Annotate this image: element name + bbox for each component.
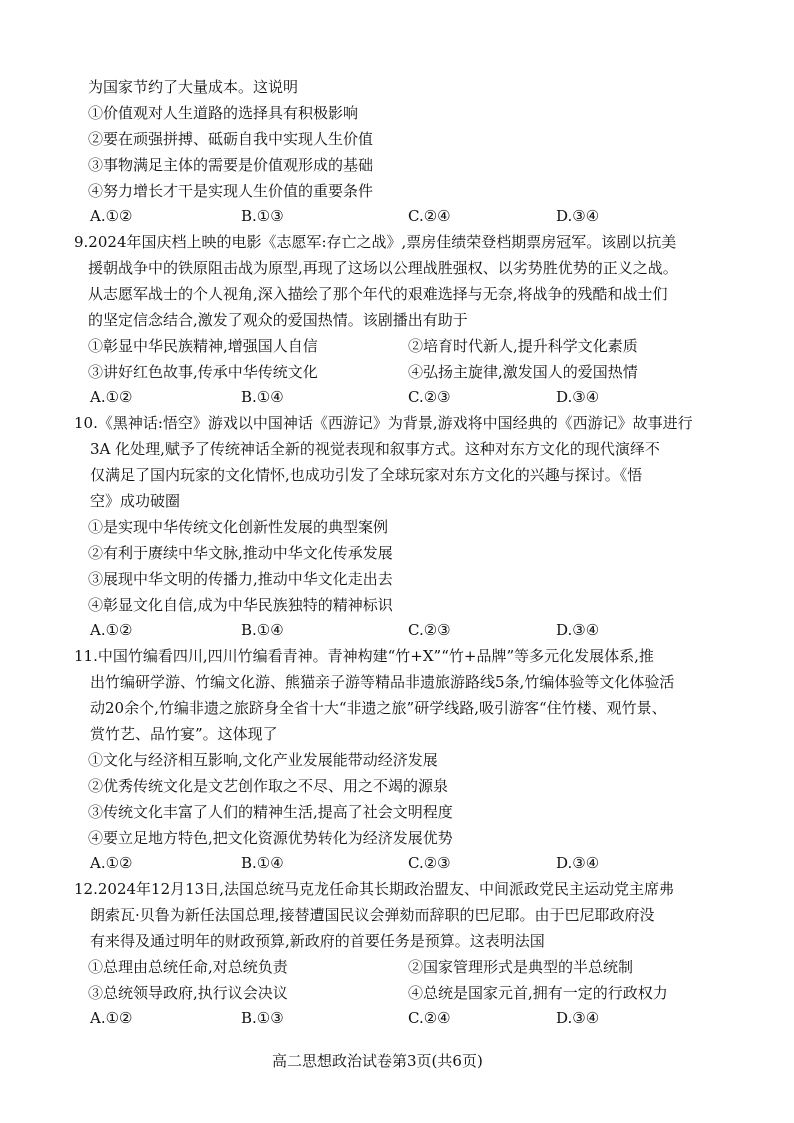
q9-option-d: D.③④ [556, 388, 600, 406]
q12-option-d: D.③④ [556, 1009, 600, 1027]
q8-option-c: C.②④ [408, 207, 451, 225]
q9-stem-line-3: 从志愿军战士的个人视角,深入描绘了那个年代的艰难选择与无奈,将战争的残酷和战士们 [88, 285, 668, 303]
q12-option-c: C.②④ [408, 1009, 451, 1027]
q11-option-a: A.①② [90, 854, 133, 872]
q10-option-c: C.②③ [408, 621, 451, 639]
q11-statement-4: ④要立足地方特色,把文化资源优势转化为经济发展优势 [88, 829, 453, 847]
q11-stem-line-3: 动20余个,竹编非遗之旅跻身全省十大“非遗之旅”研学线路,吸引游客“住竹楼、观竹景、 [90, 699, 667, 717]
q8-statement-2: ②要在顽强拼搏、砥砺自我中实现人生价值 [88, 130, 374, 148]
q10-stem-line-1: 10.《黑神话:悟空》游戏以中国神话《西游记》为背景,游戏将中国经典的《西游记》故事进行 [74, 414, 693, 432]
q11-statement-3: ③传统文化丰富了人们的精神生活,提高了社会文明程度 [88, 803, 453, 821]
q11-stem-line-2: 出竹编研学游、竹编文化游、熊猫亲子游等精品非遗旅游路线5条,竹编体验等文化体验活 [90, 673, 675, 691]
q8-option-a: A.①② [90, 207, 133, 225]
q11-stem-line-1: 11.中国竹编看四川,四川竹编看青神。青神构建“竹+X”“竹+品牌”等多元化发展体系,推 [74, 647, 654, 665]
q12-option-a: A.①② [90, 1009, 133, 1027]
q10-statement-1: ①是实现中华传统文化创新性发展的典型案例 [88, 518, 389, 536]
q11-statement-1: ①文化与经济相互影响,文化产业发展能带动经济发展 [88, 751, 438, 769]
q9-statement-1: ①彰显中华民族精神,增强国人自信 [88, 337, 318, 355]
q12-stem-line-3: 有来得及通过明年的财政预算,新政府的首要任务是预算。这表明法国 [90, 932, 545, 950]
q9-statement-2: ②培育时代新人,提升科学文化素质 [408, 337, 638, 355]
q9-option-b: B.①④ [241, 388, 284, 406]
q10-stem-line-3: 仅满足了国内玩家的文化情怀,也成功引发了全球玩家对东方文化的兴趣与探讨。《悟 [90, 466, 643, 484]
q10-option-b: B.①④ [241, 621, 284, 639]
q10-option-d: D.③④ [556, 621, 600, 639]
q10-option-a: A.①② [90, 621, 133, 639]
q12-statement-1: ①总理由总统任命,对总统负责 [88, 958, 288, 976]
q11-statement-2: ②优秀传统文化是文艺创作取之不尽、用之不竭的源泉 [88, 777, 449, 795]
q12-statement-2: ②国家管理形式是典型的半总统制 [408, 958, 634, 976]
q11-option-d: D.③④ [556, 854, 600, 872]
q8-statement-1: ①价值观对人生道路的选择具有积极影响 [88, 104, 359, 122]
q12-stem-line-2: 朗索瓦·贝鲁为新任法国总理,接替遭国民议会弹劾而辞职的巴尼耶。由于巴尼耶政府没 [90, 906, 655, 924]
q9-option-a: A.①② [90, 388, 133, 406]
q9-statement-3: ③讲好红色故事,传承中华传统文化 [88, 363, 318, 381]
q11-option-b: B.①④ [241, 854, 284, 872]
q9-option-c: C.②③ [408, 388, 451, 406]
q10-stem-line-2: 3A 化处理,赋予了传统神话全新的视觉表现和叙事方式。这种对东方文化的现代演绎不 [90, 440, 660, 458]
q12-option-b: B.①③ [241, 1009, 284, 1027]
q12-statement-4: ④总统是国家元首,拥有一定的行政权力 [408, 984, 668, 1002]
q10-statement-2: ②有利于赓续中华文脉,推动中华文化传承发展 [88, 544, 393, 562]
q10-statement-3: ③展现中华文明的传播力,推动中华文化走出去 [88, 570, 393, 588]
q12-statement-3: ③总统领导政府,执行议会决议 [88, 984, 288, 1002]
q11-stem-line-4: 赏竹艺、品竹宴”。这体现了 [90, 725, 278, 743]
q9-stem-line-4: 的坚定信念结合,激发了观众的爱国热情。该剧播出有助于 [88, 311, 468, 329]
q8-continuation-text: 为国家节约了大量成本。这说明 [88, 78, 299, 96]
q9-statement-4: ④弘扬主旋律,激发国人的爱国热情 [408, 363, 638, 381]
q9-stem-line-2: 援朝战争中的铁原阻击战为原型,再现了这场以公理战胜强权、以劣势胜优势的正义之战。 [88, 259, 678, 277]
q10-statement-4: ④彰显文化自信,成为中华民族独特的精神标识 [88, 596, 393, 614]
q8-statement-3: ③事物满足主体的需要是价值观形成的基础 [88, 156, 374, 174]
q8-option-d: D.③④ [556, 207, 600, 225]
q12-stem-line-1: 12.2024年12月13日,法国总统马克龙任命其长期政治盟友、中间派政党民主运动党主席弗 [74, 880, 674, 898]
q11-option-c: C.②③ [408, 854, 451, 872]
q8-statement-4: ④努力增长才干是实现人生价值的重要条件 [88, 182, 374, 200]
page-footer: 高二思想政治试卷第3页(共6页) [272, 1052, 483, 1070]
q8-option-b: B.①③ [241, 207, 284, 225]
q10-stem-line-4: 空》成功破圈 [90, 492, 181, 510]
q9-stem-line-1: 9.2024年国庆档上映的电影《志愿军:存亡之战》,票房佳绩荣登档期票房冠军。该剧以抗美 [74, 233, 677, 251]
